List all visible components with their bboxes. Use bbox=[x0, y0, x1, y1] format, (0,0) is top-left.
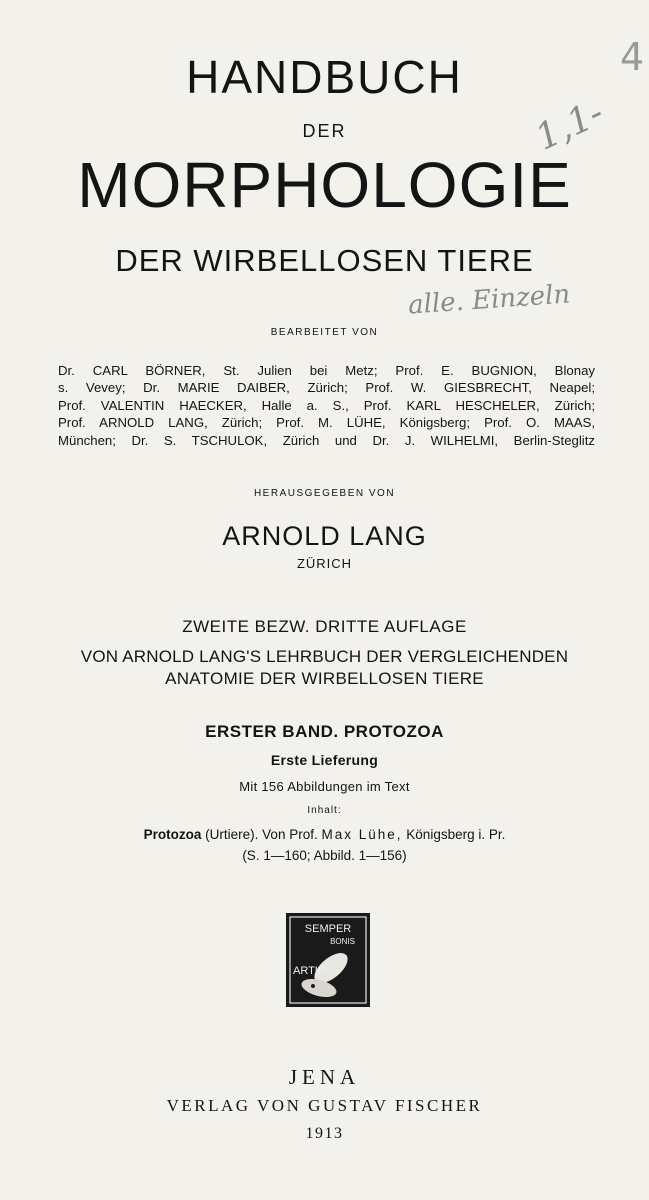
author-line: München; Dr. S. TSCHULOK, Zürich und Dr. J. WILHELMI, Berlin-Steglitz bbox=[58, 432, 595, 448]
pencil-number: 1,1- bbox=[529, 92, 610, 159]
volume-lieferung: Erste Lieferung bbox=[270, 752, 379, 768]
bearbeitet-von-label: BEARBEITET VON bbox=[270, 327, 379, 338]
editor-name: ARNOLD LANG bbox=[222, 521, 427, 551]
emblem-text-artibvs: ARTIBVS bbox=[293, 965, 340, 977]
volume-illustrations: Mit 156 Abbildungen im Text bbox=[239, 779, 410, 794]
title-handbuch: HANDBUCH bbox=[186, 51, 463, 103]
imprint-publisher: VERLAG VON GUSTAV FISCHER bbox=[166, 1096, 483, 1115]
emblem-text-semper: SEMPER bbox=[304, 923, 352, 935]
author-list bbox=[58, 362, 595, 449]
herausgegeben-von-label: HERAUSGEGEBEN VON bbox=[253, 488, 396, 499]
title-subtitle: DER WIRBELLOSEN TIERE bbox=[115, 243, 534, 278]
contents-place: Königsberg i. Pr. bbox=[406, 827, 506, 842]
imprint-year: 1913 bbox=[305, 1125, 344, 1142]
editor-city: ZÜRICH bbox=[296, 556, 353, 571]
contents-rest: (Urtiere). Von Prof. bbox=[205, 827, 318, 842]
edition-line-3: ANATOMIE DER WIRBELLOSEN TIERE bbox=[165, 669, 484, 688]
contents-pages: (S. 1—160; Abbild. 1—156) bbox=[242, 848, 407, 863]
edition-line-1: ZWEITE BEZW. DRITTE AUFLAGE bbox=[182, 617, 467, 636]
author-line: Dr. CARL BÖRNER, St. Julien bei Metz; Prof. E. BUGNION, Blonay bbox=[58, 363, 595, 378]
author-line: Prof. ARNOLD LANG, Zürich; Prof. M. LÜHE, Königsberg; Prof. O. MAAS, bbox=[58, 415, 595, 431]
title-morphologie: MORPHOLOGIE bbox=[77, 149, 572, 221]
publisher-emblem bbox=[285, 912, 371, 1008]
imprint-city: JENA bbox=[288, 1065, 361, 1089]
emblem-text-bonis: BONIS bbox=[330, 937, 355, 946]
pencil-corner-number: 4 bbox=[620, 35, 645, 79]
title-der: DER bbox=[302, 121, 347, 141]
contents-line bbox=[0, 826, 649, 844]
contents-author: Max Lühe, bbox=[321, 827, 403, 842]
pencil-note: alle. Einzeln bbox=[407, 279, 572, 321]
author-line: s. Vevey; Dr. MARIE DAIBER, Zürich; Prof. W. GIESBRECHT, Neapel; bbox=[58, 380, 595, 396]
volume-title: ERSTER BAND. PROTOZOA bbox=[205, 722, 444, 741]
edition-line-2: VON ARNOLD LANG'S LEHRBUCH DER VERGLEICHENDEN bbox=[80, 647, 569, 666]
contents-label: Inhalt: bbox=[307, 805, 342, 816]
author-line: Prof. VALENTIN HAECKER, Halle a. S., Prof. KARL HESCHELER, Zürich; bbox=[58, 397, 595, 413]
contents-name: Protozoa bbox=[143, 827, 202, 842]
